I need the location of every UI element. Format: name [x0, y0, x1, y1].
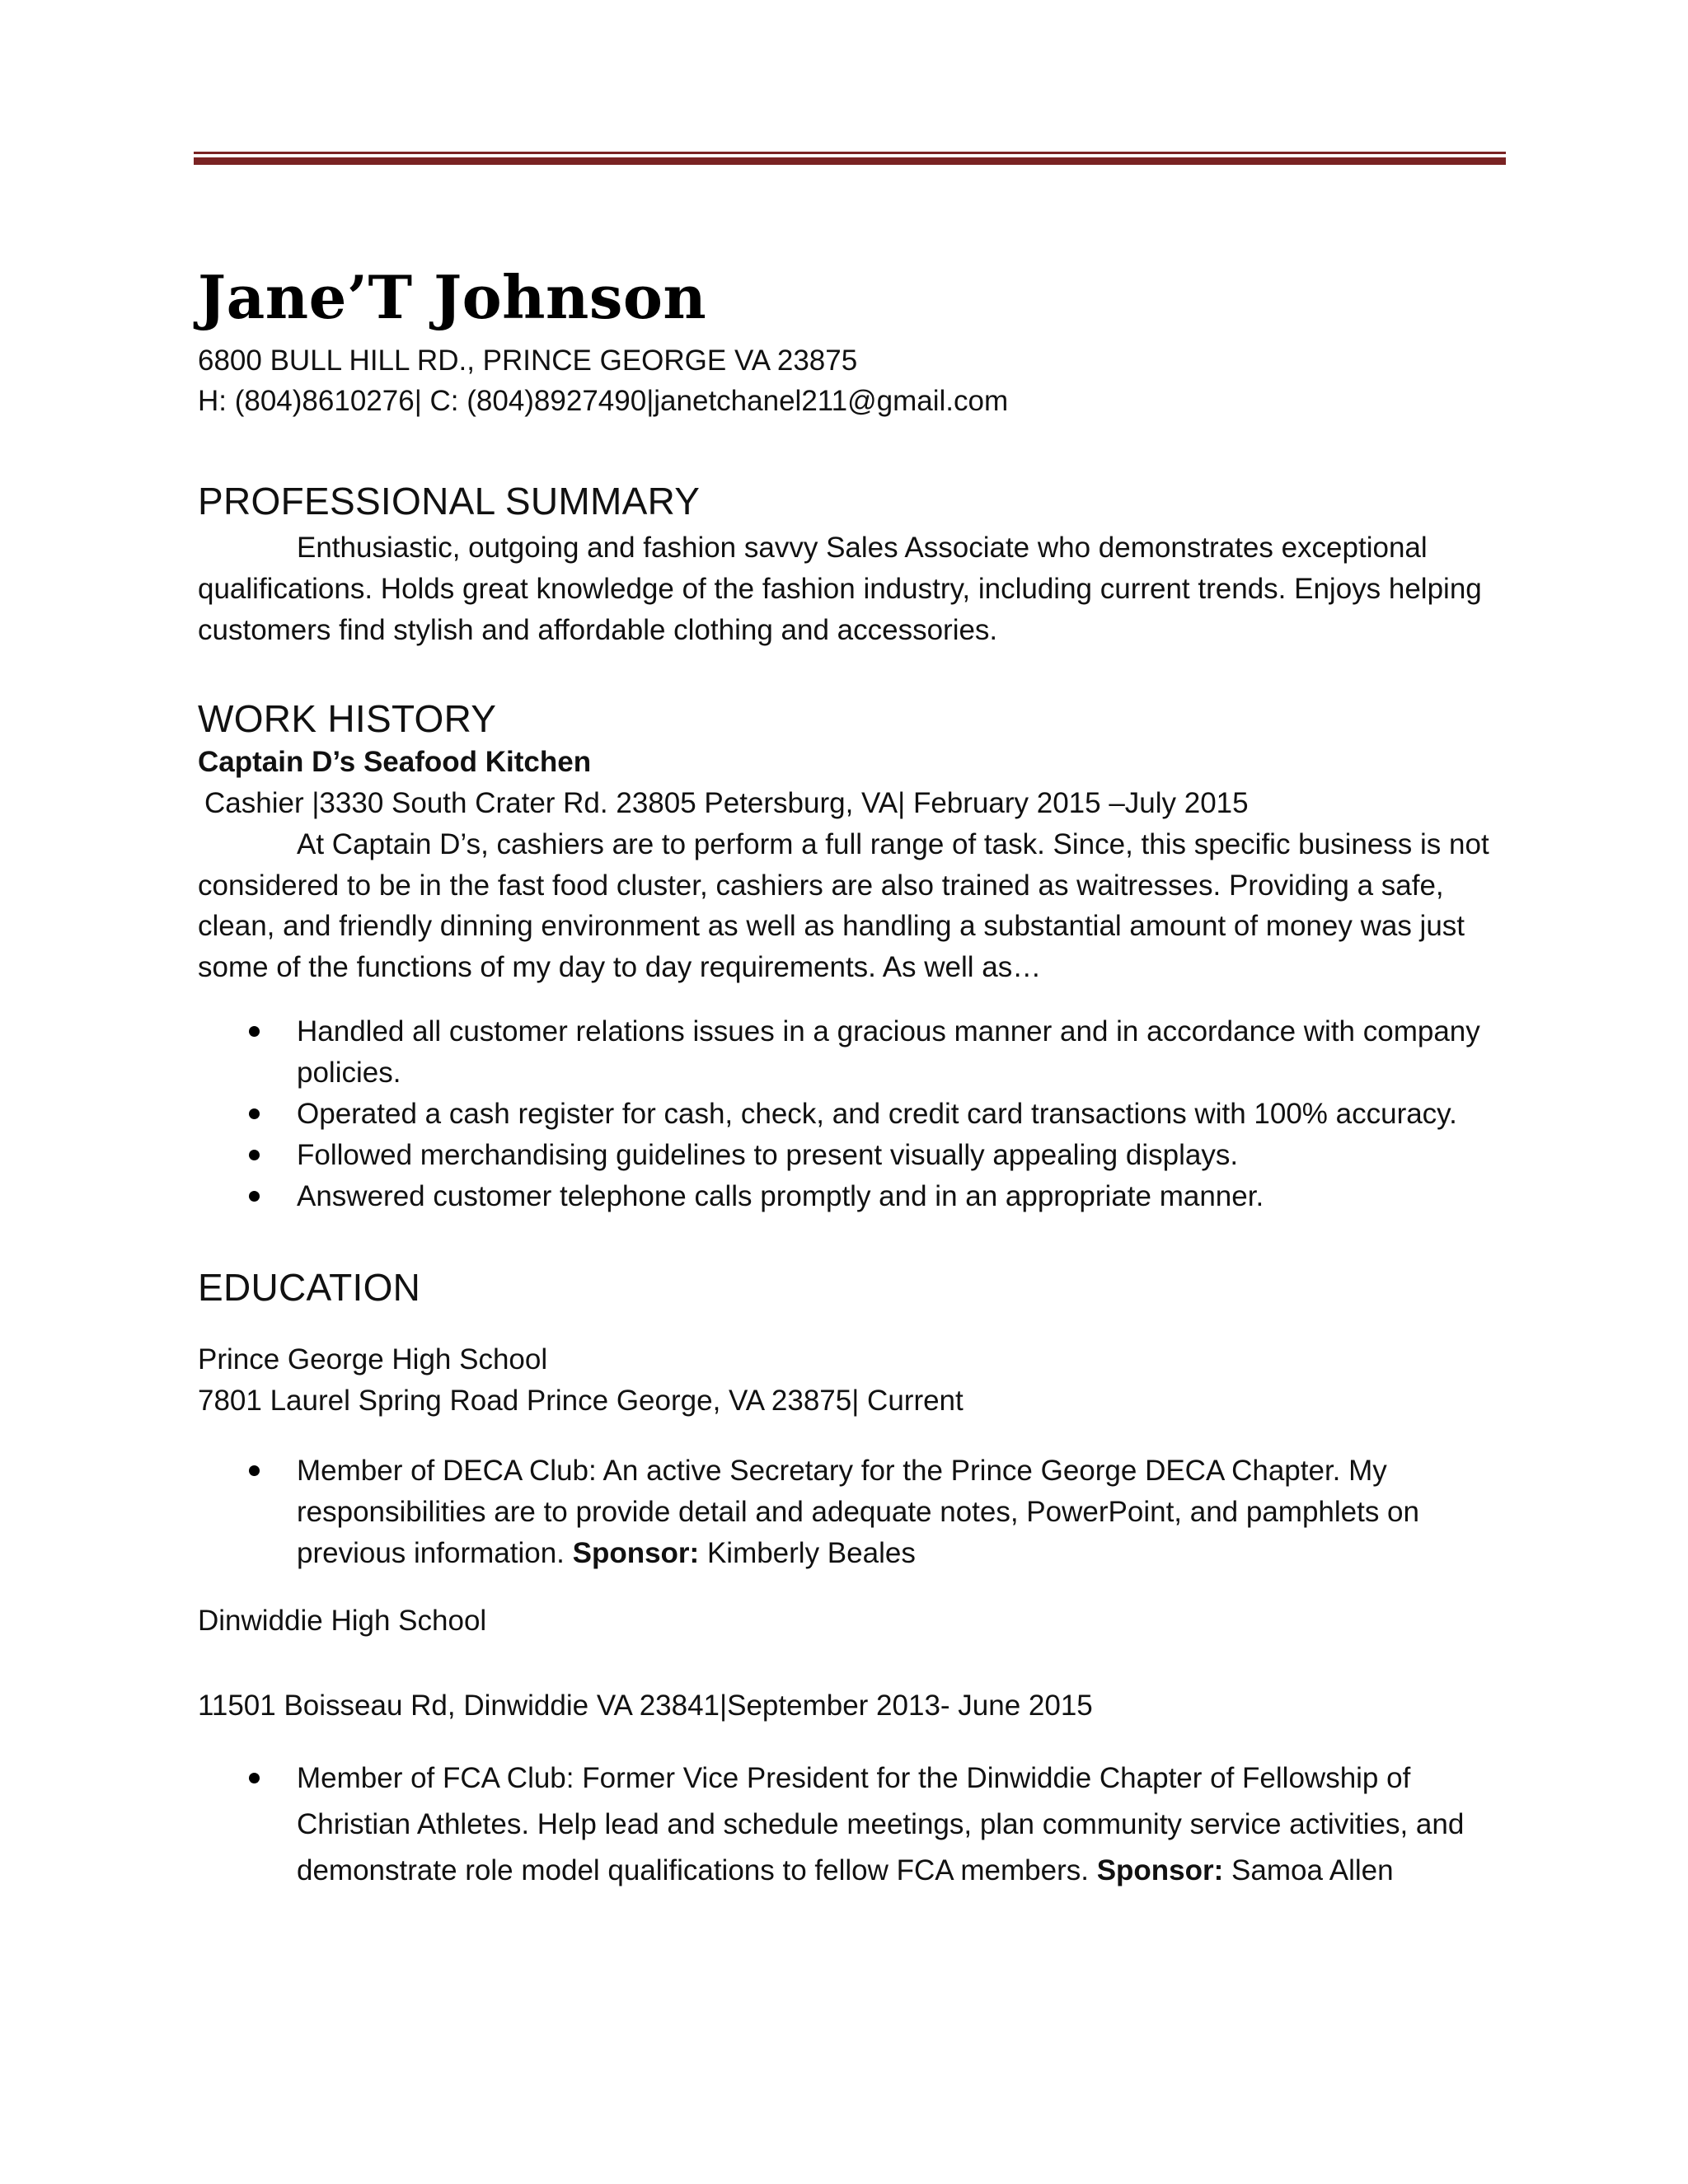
contact-line: H: (804)8610276| C: (804)8927490|janetchanel211@gmail.com: [198, 385, 1009, 417]
position-line: Cashier |3330 South Crater Rd. 23805 Petersburg, VA| February 2015 –July 2015: [204, 787, 1249, 819]
bullet-icon: [249, 1150, 260, 1160]
list-item: Operated a cash register for cash, check, and credit card transactions with 100% accuracy.: [198, 1094, 1517, 1135]
school-activity-list: [198, 1755, 1517, 1894]
sponsor-label: Sponsor:: [1096, 1854, 1224, 1886]
school-name: Prince George High School: [198, 1343, 548, 1376]
list-item: Member of FCA Club: Former Vice President for the Dinwiddie Chapter of Fellowship of Christian Athletes. Help lead and schedule meetings, plan community service activities, and demonstrate role model qualifications to fellow FCA members. Sponsor: Samoa Allen: [198, 1755, 1517, 1894]
header-rule-thin: [194, 152, 1506, 154]
bullet-icon: [249, 1465, 260, 1476]
school-name: Dinwiddie High School: [198, 1605, 487, 1637]
list-item: Followed merchandising guidelines to present visually appealing displays.: [198, 1135, 1517, 1176]
education-heading: EDUCATION: [198, 1266, 421, 1309]
work-duties-list: [198, 1011, 1517, 1217]
bullet-icon: [249, 1191, 260, 1202]
sponsor-name: Kimberly Beales: [699, 1537, 916, 1569]
summary-text: Enthusiastic, outgoing and fashion savvy Sales Associate who demonstrates exceptional qualifications. Holds great knowledge of the fashion industry, including current trends. Enjoys helping customers find stylish and affordable clothing and accessories.: [198, 532, 1482, 646]
list-item: Answered customer telephone calls promptly and in an appropriate manner.: [198, 1176, 1517, 1217]
list-item: Member of DECA Club: An active Secretary for the Prince George DECA Chapter. My responsibilities are to provide detail and adequate notes, PowerPoint, and pamphlets on previous information. Sponsor: Kimberly Beales: [198, 1451, 1517, 1574]
summary-heading: PROFESSIONAL SUMMARY: [198, 480, 701, 523]
sponsor-name: Samoa Allen: [1223, 1854, 1394, 1886]
employer-name: Captain D’s Seafood Kitchen: [198, 746, 592, 778]
school-activity-list: [198, 1451, 1517, 1574]
bullet-icon: [249, 1026, 260, 1037]
school-address: 7801 Laurel Spring Road Prince George, VA 23875| Current: [198, 1385, 964, 1417]
list-item: Handled all customer relations issues in a gracious manner and in accordance with company policies.: [198, 1011, 1517, 1094]
candidate-name: Jane’T Johnson: [198, 262, 707, 332]
header-rule-thick: [194, 157, 1506, 165]
bullet-icon: [249, 1773, 260, 1783]
job-description: At Captain D’s, cashiers are to perform a full range of task. Since, this specific business is not considered to be in the fast food cluster, cashiers are also trained as waitresses. Providing a safe, clean, and friendly dinning environment as well as handling a substantial amount of money was just some of the functions of my day to day requirements. As well as…: [198, 828, 1489, 983]
address-line: 6800 BULL HILL RD., PRINCE GEORGE VA 23875: [198, 344, 858, 377]
work-heading: WORK HISTORY: [198, 697, 497, 740]
sponsor-label: Sponsor:: [572, 1537, 700, 1569]
bullet-icon: [249, 1108, 260, 1119]
school-address: 11501 Boisseau Rd, Dinwiddie VA 23841|September 2013- June 2015: [198, 1690, 1093, 1722]
